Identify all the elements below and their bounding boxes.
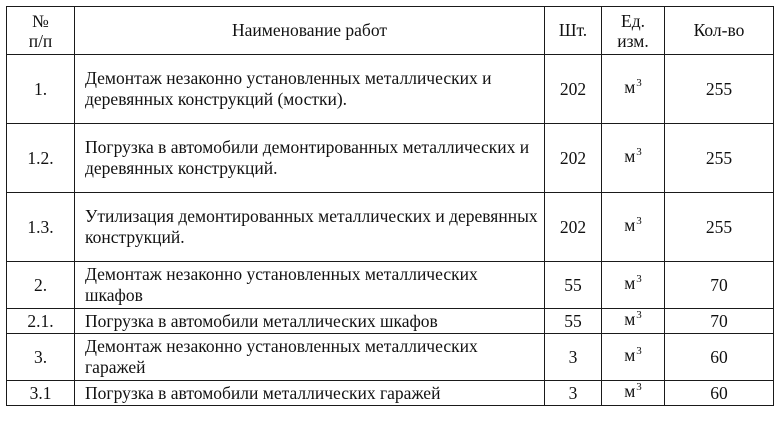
- row-number: 1.3.: [7, 193, 75, 262]
- unit-base: м: [624, 381, 636, 401]
- unit-base: м: [624, 215, 636, 235]
- row-qty: 3: [545, 334, 602, 381]
- table-row: [7, 55, 774, 124]
- table-row: [7, 334, 774, 381]
- row-number: 1.: [7, 55, 75, 124]
- table-row: [7, 262, 774, 309]
- row-name: Утилизация демонтированных металлических и деревянных конструкций.: [75, 193, 545, 262]
- row-qty: 55: [545, 262, 602, 309]
- row-count: 255: [665, 55, 774, 124]
- unit-exponent: 3: [636, 215, 642, 227]
- header-unit-line1: Ед.: [621, 10, 645, 31]
- row-qty: 3: [545, 381, 602, 406]
- row-qty: 202: [545, 55, 602, 124]
- row-name: Демонтаж незаконно установленных металлических шкафов: [75, 262, 545, 309]
- row-count: 70: [665, 262, 774, 309]
- row-number: 2.1.: [7, 309, 75, 334]
- works-table: [6, 6, 774, 406]
- unit-exponent: 3: [636, 273, 642, 285]
- unit-exponent: 3: [636, 309, 642, 321]
- header-name: Наименование работ: [75, 7, 545, 55]
- row-number: 1.2.: [7, 124, 75, 193]
- header-unit: [602, 7, 665, 55]
- table-header-row: [7, 7, 774, 55]
- unit-exponent: 3: [636, 77, 642, 89]
- row-count: 60: [665, 334, 774, 381]
- row-unit: [602, 262, 665, 309]
- unit-base: м: [624, 273, 636, 293]
- table-row: [7, 193, 774, 262]
- table-row: [7, 309, 774, 334]
- unit-base: м: [624, 77, 636, 97]
- row-name: Погрузка в автомобили металлических гаражей: [75, 381, 545, 406]
- row-qty: 202: [545, 193, 602, 262]
- row-unit: [602, 381, 665, 406]
- row-qty: 55: [545, 309, 602, 334]
- row-unit: [602, 193, 665, 262]
- unit-base: м: [624, 309, 636, 329]
- row-unit: [602, 334, 665, 381]
- row-unit: [602, 124, 665, 193]
- unit-exponent: 3: [636, 381, 642, 393]
- table-row: [7, 381, 774, 406]
- row-name: Погрузка в автомобили металлических шкафов: [75, 309, 545, 334]
- row-qty: 202: [545, 124, 602, 193]
- row-count: 60: [665, 381, 774, 406]
- row-unit: [602, 309, 665, 334]
- unit-exponent: 3: [636, 345, 642, 357]
- header-number-line1: №: [32, 10, 49, 31]
- unit-exponent: 3: [636, 146, 642, 158]
- row-count: 255: [665, 124, 774, 193]
- row-name: Демонтаж незаконно установленных металлических и деревянных конструкций (мостки).: [75, 55, 545, 124]
- row-name: Погрузка в автомобили демонтированных металлических и деревянных конструкций.: [75, 124, 545, 193]
- header-qty: Шт.: [545, 7, 602, 55]
- row-name: Демонтаж незаконно установленных металлических гаражей: [75, 334, 545, 381]
- unit-base: м: [624, 345, 636, 365]
- row-count: 255: [665, 193, 774, 262]
- header-count: Кол-во: [665, 7, 774, 55]
- unit-base: м: [624, 146, 636, 166]
- row-number: 2.: [7, 262, 75, 309]
- header-number: [7, 7, 75, 55]
- row-number: 3.1: [7, 381, 75, 406]
- header-number-line2: п/п: [28, 30, 53, 51]
- header-unit-line2: изм.: [617, 30, 649, 51]
- row-unit: [602, 55, 665, 124]
- row-count: 70: [665, 309, 774, 334]
- row-number: 3.: [7, 334, 75, 381]
- table-row: [7, 124, 774, 193]
